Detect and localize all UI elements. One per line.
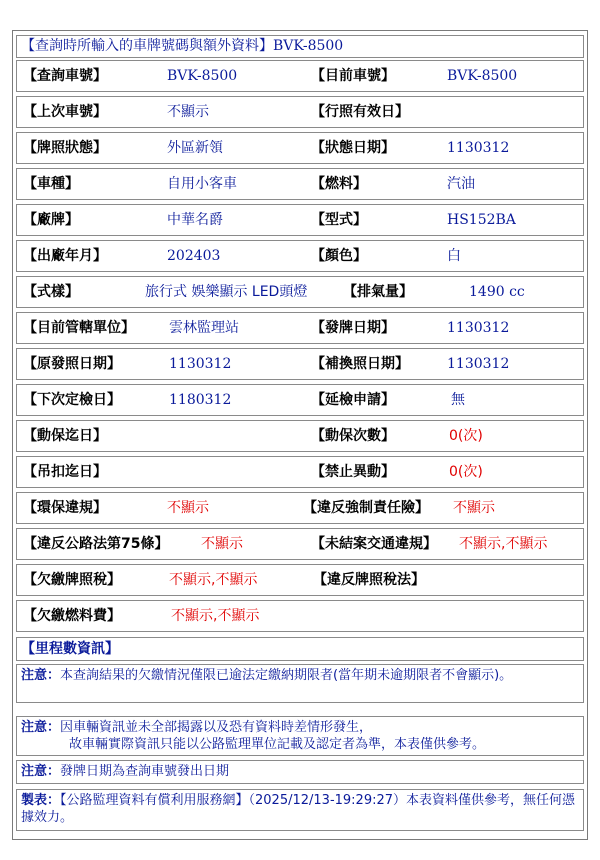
value-inspection-extension: 無 (451, 392, 465, 408)
query-title-plate: BVK-8500 (273, 38, 344, 54)
footer-label: 製表： (21, 793, 61, 808)
value-manufacture-date: 202403 (167, 248, 221, 264)
row-next-inspection (16, 384, 584, 416)
label-license-valid-date: 【行照有效日】 (311, 104, 409, 120)
vehicle-info-table (12, 30, 588, 840)
label-current-plate: 【目前車號】 (311, 68, 395, 84)
label-jurisdiction: 【目前管轄單位】 (23, 320, 135, 336)
label-license-tax-violation: 【違反牌照稅法】 (313, 572, 425, 588)
value-environmental-violation: 不顯示 (167, 500, 209, 516)
row-highway-act-violation (16, 528, 584, 560)
label-unpaid-license-tax: 【欠繳牌照稅】 (23, 572, 121, 588)
row-environmental-violation (16, 492, 584, 524)
note-label: 注意： (21, 668, 61, 683)
value-current-plate: BVK-8500 (447, 68, 518, 84)
label-environmental-violation: 【環保違規】 (23, 500, 107, 516)
row-suspension (16, 456, 584, 488)
value-unpaid-fuel-fee: 不顯示,不顯示 (171, 608, 260, 624)
note-issue-date (16, 760, 584, 784)
value-reissue-date: 1130312 (447, 356, 510, 372)
value-brand: 中華名爵 (167, 212, 223, 228)
value-displacement: 1490 cc (469, 284, 525, 300)
value-style: 旅行式 娛樂顯示 LED頭燈 (145, 284, 308, 300)
note-disclaimer-line2: 故車輛實際資訊只能以公路監理單位記載及認定者為準，本表僅供參考。 (69, 737, 486, 752)
row-jurisdiction (16, 312, 584, 344)
row-chattel-mortgage (16, 420, 584, 452)
row-unpaid-license-tax (16, 564, 584, 596)
value-unresolved-traffic-violation: 不顯示,不顯示 (459, 536, 548, 552)
footer-note (16, 789, 584, 831)
note-issue-date-text: 發牌日期為查詢車號發出日期 (60, 764, 230, 779)
label-inspection-extension: 【延檢申請】 (311, 392, 395, 408)
footer-text: 【公路監理資料有償利用服務網】（2025/12/13-19:29:27）本表資料僅供參考，無任何憑據效力。 (21, 793, 576, 825)
note-label: 注意： (21, 720, 61, 735)
value-jurisdiction: 雲林監理站 (169, 320, 239, 336)
value-model: HS152BA (447, 212, 516, 228)
label-brand: 【廠牌】 (23, 212, 79, 228)
value-unpaid-license-tax: 不顯示,不顯示 (169, 572, 258, 588)
label-displacement: 【排氣量】 (343, 284, 413, 300)
value-status-date: 1130312 (447, 140, 510, 156)
row-manufacture-date (16, 240, 584, 272)
label-color: 【顏色】 (311, 248, 367, 264)
label-vehicle-type: 【車種】 (23, 176, 79, 192)
label-manufacture-date: 【出廠年月】 (23, 248, 107, 264)
value-insurance-violation: 不顯示 (453, 500, 495, 516)
label-next-inspection: 【下次定檢日】 (23, 392, 121, 408)
note-disclaimer (16, 716, 584, 756)
value-next-inspection: 1180312 (169, 392, 232, 408)
value-color: 白 (447, 248, 461, 264)
value-vehicle-type: 自用小客車 (167, 176, 237, 192)
label-chattel-mortgage-count: 【動保次數】 (311, 428, 395, 444)
label-transfer-ban: 【禁止異動】 (311, 464, 395, 480)
value-plate-status: 外區新領 (167, 140, 223, 156)
label-model: 【型式】 (311, 212, 367, 228)
value-transfer-ban: 0(次) (449, 464, 483, 480)
label-insurance-violation: 【違反強制責任險】 (303, 500, 429, 516)
note-disclaimer-line1: 因車輛資訊並未全部揭露以及恐有資料時差情形發生， (60, 720, 373, 735)
label-chattel-mortgage-end: 【動保迄日】 (23, 428, 107, 444)
label-issue-date: 【發牌日期】 (311, 320, 395, 336)
label-unpaid-fuel-fee: 【欠繳燃料費】 (23, 608, 121, 624)
value-issue-date: 1130312 (447, 320, 510, 336)
label-query-plate: 【查詢車號】 (23, 68, 107, 84)
value-fuel: 汽油 (447, 176, 475, 192)
label-reissue-date: 【補換照日期】 (311, 356, 409, 372)
value-highway-act-violation: 不顯示 (201, 536, 243, 552)
label-previous-plate: 【上次車號】 (23, 104, 107, 120)
value-original-license-date: 1130312 (169, 356, 232, 372)
label-style: 【式樣】 (23, 284, 79, 300)
row-vehicle-type (16, 168, 584, 200)
value-query-plate: BVK-8500 (167, 68, 238, 84)
row-query-plate (16, 60, 584, 92)
label-plate-status: 【牌照狀態】 (23, 140, 107, 156)
value-previous-plate: 不顯示 (167, 104, 209, 120)
row-original-license-date (16, 348, 584, 380)
row-previous-plate (16, 96, 584, 128)
label-original-license-date: 【原發照日期】 (23, 356, 121, 372)
row-brand (16, 204, 584, 236)
label-unresolved-traffic-violation: 【未結案交通違規】 (311, 536, 437, 552)
row-unpaid-fuel-fee (16, 600, 584, 632)
label-highway-act-violation: 【違反公路法第75條】 (23, 536, 169, 552)
row-plate-status (16, 132, 584, 164)
note-overdue (16, 664, 584, 703)
row-style (16, 276, 584, 308)
note-label: 注意： (21, 764, 61, 779)
label-fuel: 【燃料】 (311, 176, 367, 192)
query-title (16, 35, 584, 58)
label-status-date: 【狀態日期】 (311, 140, 395, 156)
note-overdue-text: 本查詢結果的欠繳情況僅限已逾法定繳納期限者(當年期未逾期限者不會顯示)。 (60, 668, 513, 683)
mileage-section-title: 【里程數資訊】 (16, 637, 584, 661)
label-suspension-end: 【吊扣迄日】 (23, 464, 107, 480)
value-chattel-mortgage-count: 0(次) (449, 428, 483, 444)
query-title-text: 【查詢時所輸入的車牌號碼與額外資料】 (21, 38, 273, 54)
